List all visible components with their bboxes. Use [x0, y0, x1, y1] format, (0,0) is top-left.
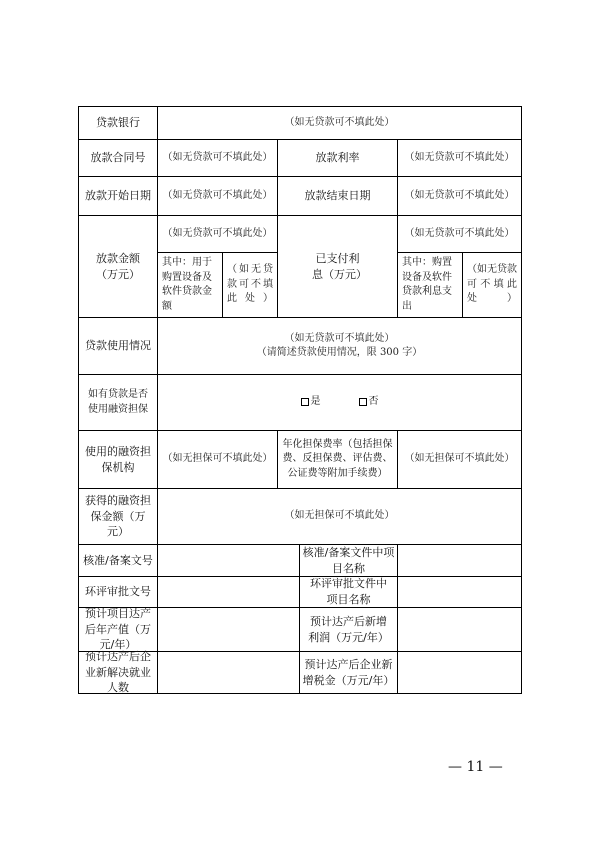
- guarantee-yes-option[interactable]: [301, 395, 321, 410]
- approval-no-value[interactable]: [157, 544, 300, 577]
- loan-rate-value[interactable]: （如无贷款可不填此处）: [397, 139, 522, 177]
- tax-label: [299, 651, 398, 694]
- checkbox-icon[interactable]: [301, 398, 309, 406]
- output-label: [78, 607, 158, 652]
- eia-project-label-text: 环评审批文件中项目名称: [310, 577, 387, 606]
- tax-value[interactable]: [397, 651, 522, 694]
- guarantee-amount-value[interactable]: （如无担保可不填此处）: [157, 488, 522, 545]
- loan-amount-label: [78, 215, 158, 318]
- equipment-interest-label: [397, 252, 463, 318]
- start-date-value[interactable]: （如无贷款可不填此处）: [157, 176, 278, 216]
- profit-value[interactable]: [397, 607, 522, 652]
- profit-label: [299, 607, 398, 652]
- contract-no-label: 放款合同号: [78, 139, 158, 177]
- guarantee-used-label-text: 如有贷款是否使用融资担保: [88, 389, 148, 415]
- approval-project-value[interactable]: [397, 544, 522, 577]
- guarantee-amount-label-text: 获得的融资担保金额（万元）: [85, 493, 151, 539]
- guarantee-org-value[interactable]: （如无担保可不填此处）: [157, 430, 278, 489]
- loan-amount-value[interactable]: （如无贷款可不填此处）: [157, 215, 278, 253]
- guarantee-org-label: [78, 430, 158, 489]
- equipment-loan-value-text: （如无贷款可不填此处）: [227, 264, 273, 305]
- jobs-value[interactable]: [157, 651, 300, 694]
- lending-bank-label: 贷款银行: [78, 106, 158, 140]
- equipment-loan-label: [157, 252, 223, 318]
- equipment-loan-label-text: 其中：用于购置设备及软件贷款金额: [162, 257, 212, 312]
- eia-project-value[interactable]: [397, 576, 522, 608]
- loan-usage-label: 贷款使用情况: [78, 317, 158, 375]
- loan-usage-note: （请简述贷款使用情况，限 300 字）: [256, 347, 423, 358]
- eia-no-label: 环评审批文号: [78, 576, 158, 608]
- guarantee-checkbox-group: [301, 395, 379, 410]
- guarantee-used-options: [157, 374, 522, 431]
- approval-project-label-text: 核准/备案文件中项目名称: [302, 545, 395, 575]
- guarantee-rate-label: [277, 430, 398, 489]
- jobs-label-text: 预计达产后企业新解决就业人数: [85, 649, 151, 695]
- equipment-interest-value-text: （如无贷款可不填此处）: [467, 264, 517, 305]
- guarantee-rate-label-text: 年化担保费率（包括担保费、反担保费、评估费、公证费等附加手续费）: [282, 438, 393, 479]
- end-date-value[interactable]: （如无贷款可不填此处）: [397, 176, 522, 216]
- guarantee-used-label: [78, 374, 158, 431]
- start-date-label: 放款开始日期: [78, 176, 158, 216]
- loan-usage-value-text: （如无贷款可不填此处）: [284, 332, 395, 344]
- eia-no-value[interactable]: [157, 576, 300, 608]
- equipment-interest-value[interactable]: [462, 252, 522, 318]
- loan-usage-value[interactable]: [157, 317, 522, 375]
- contract-no-value[interactable]: （如无贷款可不填此处）: [157, 139, 278, 177]
- equipment-loan-value[interactable]: [222, 252, 278, 318]
- profit-label-text: 预计达产后新增利润（万元/年）: [308, 614, 389, 644]
- loan-amount-label-text: 放款金额（万元）: [96, 251, 140, 281]
- guarantee-yes-label: 是: [310, 396, 321, 408]
- lending-bank-value[interactable]: （如无贷款可不填此处）: [157, 106, 522, 140]
- interest-paid-label: [277, 215, 398, 318]
- jobs-label: [78, 651, 158, 694]
- guarantee-amount-label: [78, 488, 158, 545]
- tax-label-text: 预计达产后企业新增税金（万元/年）: [302, 657, 395, 687]
- checkbox-icon[interactable]: [359, 398, 367, 406]
- guarantee-org-label-text: 使用的融资担保机构: [85, 444, 151, 474]
- approval-project-label: [299, 544, 398, 577]
- output-label-text: 预计项目达产后年产值（万元/年）: [85, 606, 151, 652]
- page-number: — 11 —: [448, 759, 503, 775]
- loan-rate-label: 放款利率: [277, 139, 398, 177]
- interest-paid-value[interactable]: （如无贷款可不填此处）: [397, 215, 522, 253]
- approval-no-label: 核准/备案文号: [78, 544, 158, 577]
- equipment-interest-label-text: 其中：购置设备及软件贷款利息支出: [402, 257, 452, 312]
- output-value[interactable]: [157, 607, 300, 652]
- guarantee-no-option[interactable]: [359, 395, 379, 410]
- interest-paid-label-text: 已支付利息（万元）: [312, 251, 367, 281]
- eia-project-label: [299, 576, 398, 608]
- guarantee-rate-value[interactable]: （如无担保可不填此处）: [397, 430, 522, 489]
- end-date-label: 放款结束日期: [277, 176, 398, 216]
- guarantee-no-label: 否: [368, 396, 379, 408]
